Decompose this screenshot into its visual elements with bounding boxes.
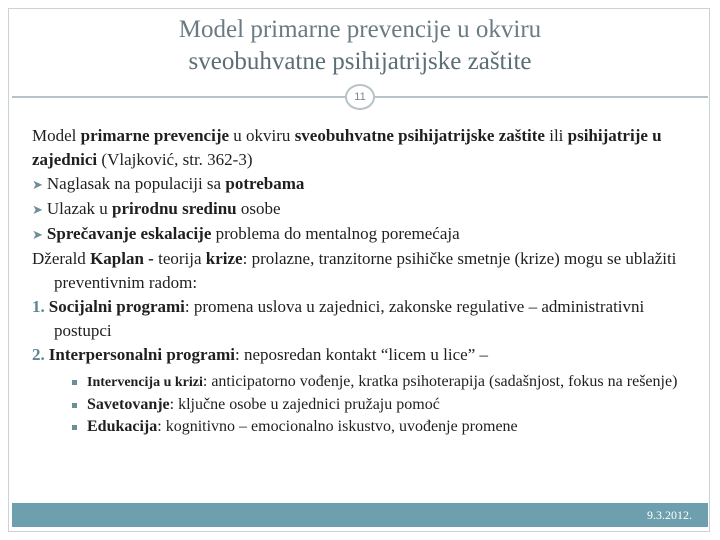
sub-item bbox=[32, 371, 702, 394]
sub-item bbox=[32, 394, 702, 416]
item-bold: Socijalni programi bbox=[48, 297, 185, 316]
kaplan-paragraph bbox=[32, 247, 702, 295]
bullet-text: Ulazak u bbox=[46, 199, 113, 218]
intro-text: u okviru bbox=[229, 126, 295, 145]
arrow-bullet-icon: ➤ bbox=[32, 227, 43, 242]
item-number: 1. bbox=[32, 297, 45, 316]
slide-title bbox=[0, 14, 720, 78]
footer-bar bbox=[12, 503, 708, 527]
kaplan-text: : prolazne, tranzitorne psihičke smetnje (krize) mogu se ublažiti preventivnim radom: bbox=[54, 249, 677, 292]
subitem-bold: Intervencija u krizi bbox=[87, 375, 203, 390]
subitem-bold: Edukacija bbox=[87, 418, 158, 435]
bullet-text: osobe bbox=[236, 199, 281, 218]
title-line-2: sveobuhvatne psihijatrijske zaštite bbox=[188, 48, 532, 75]
numbered-item bbox=[32, 295, 702, 343]
intro-text: Model bbox=[32, 126, 81, 145]
item-text: : promena uslova u zajednici, zakonske regulative – administrativni postupci bbox=[54, 297, 645, 340]
kaplan-bold-name: Kaplan - bbox=[90, 249, 154, 268]
bullet-bold: Sprečavanje eskalacije bbox=[46, 224, 212, 243]
bullet-text: Naglasak na populaciji sa bbox=[46, 174, 226, 193]
bullet-bold: prirodnu sredinu bbox=[112, 199, 237, 218]
kaplan-bold-crisis: krize bbox=[205, 249, 243, 268]
footer-date: 9.3.2012. bbox=[647, 508, 692, 522]
subitem-text: : ključne osobe u zajednici pružaju pomoć bbox=[169, 396, 440, 413]
bullet-text: problema do mentalnog poremećaja bbox=[211, 224, 460, 243]
kaplan-text: teorija bbox=[153, 249, 206, 268]
bullet-item bbox=[32, 197, 702, 222]
intro-bold-primary-prevention: primarne prevencije bbox=[80, 126, 230, 145]
intro-text: ili bbox=[544, 126, 568, 145]
item-text: : neposredan kontakt “licem u lice” – bbox=[234, 345, 488, 364]
numbered-item bbox=[32, 343, 702, 367]
item-number: 2. bbox=[32, 345, 45, 364]
subitem-text: : kognitivno – emocionalno iskustvo, uvođenje promene bbox=[157, 418, 518, 435]
intro-bold-comprehensive: sveobuhvatne psihijatrijske zaštite bbox=[294, 126, 545, 145]
bullet-bold: potrebama bbox=[225, 174, 305, 193]
intro-paragraph bbox=[32, 124, 702, 172]
intro-bold-community: psihijatrije u zajednici bbox=[32, 126, 662, 169]
item-bold: Interpersonalni programi bbox=[48, 345, 235, 364]
square-bullet-icon bbox=[72, 403, 77, 408]
slide-number-badge: 11 bbox=[345, 84, 375, 110]
intro-citation: (Vlajković, str. 362-3) bbox=[97, 150, 253, 169]
kaplan-text: Džerald bbox=[32, 249, 91, 268]
title-line-1: Model primarne prevencije u okviru bbox=[178, 16, 542, 43]
bullet-item bbox=[32, 222, 702, 247]
arrow-bullet-icon: ➤ bbox=[32, 177, 43, 192]
bullet-item bbox=[32, 172, 702, 197]
slide-body bbox=[32, 124, 702, 438]
subitem-text: : anticipatorno vođenje, kratka psihoterapija (sadašnjost, fokus na rešenje) bbox=[202, 373, 678, 390]
square-bullet-icon bbox=[72, 380, 77, 385]
sub-item bbox=[32, 416, 702, 438]
subitem-bold: Savetovanje bbox=[87, 396, 170, 413]
square-bullet-icon bbox=[72, 425, 77, 430]
arrow-bullet-icon: ➤ bbox=[32, 202, 43, 217]
